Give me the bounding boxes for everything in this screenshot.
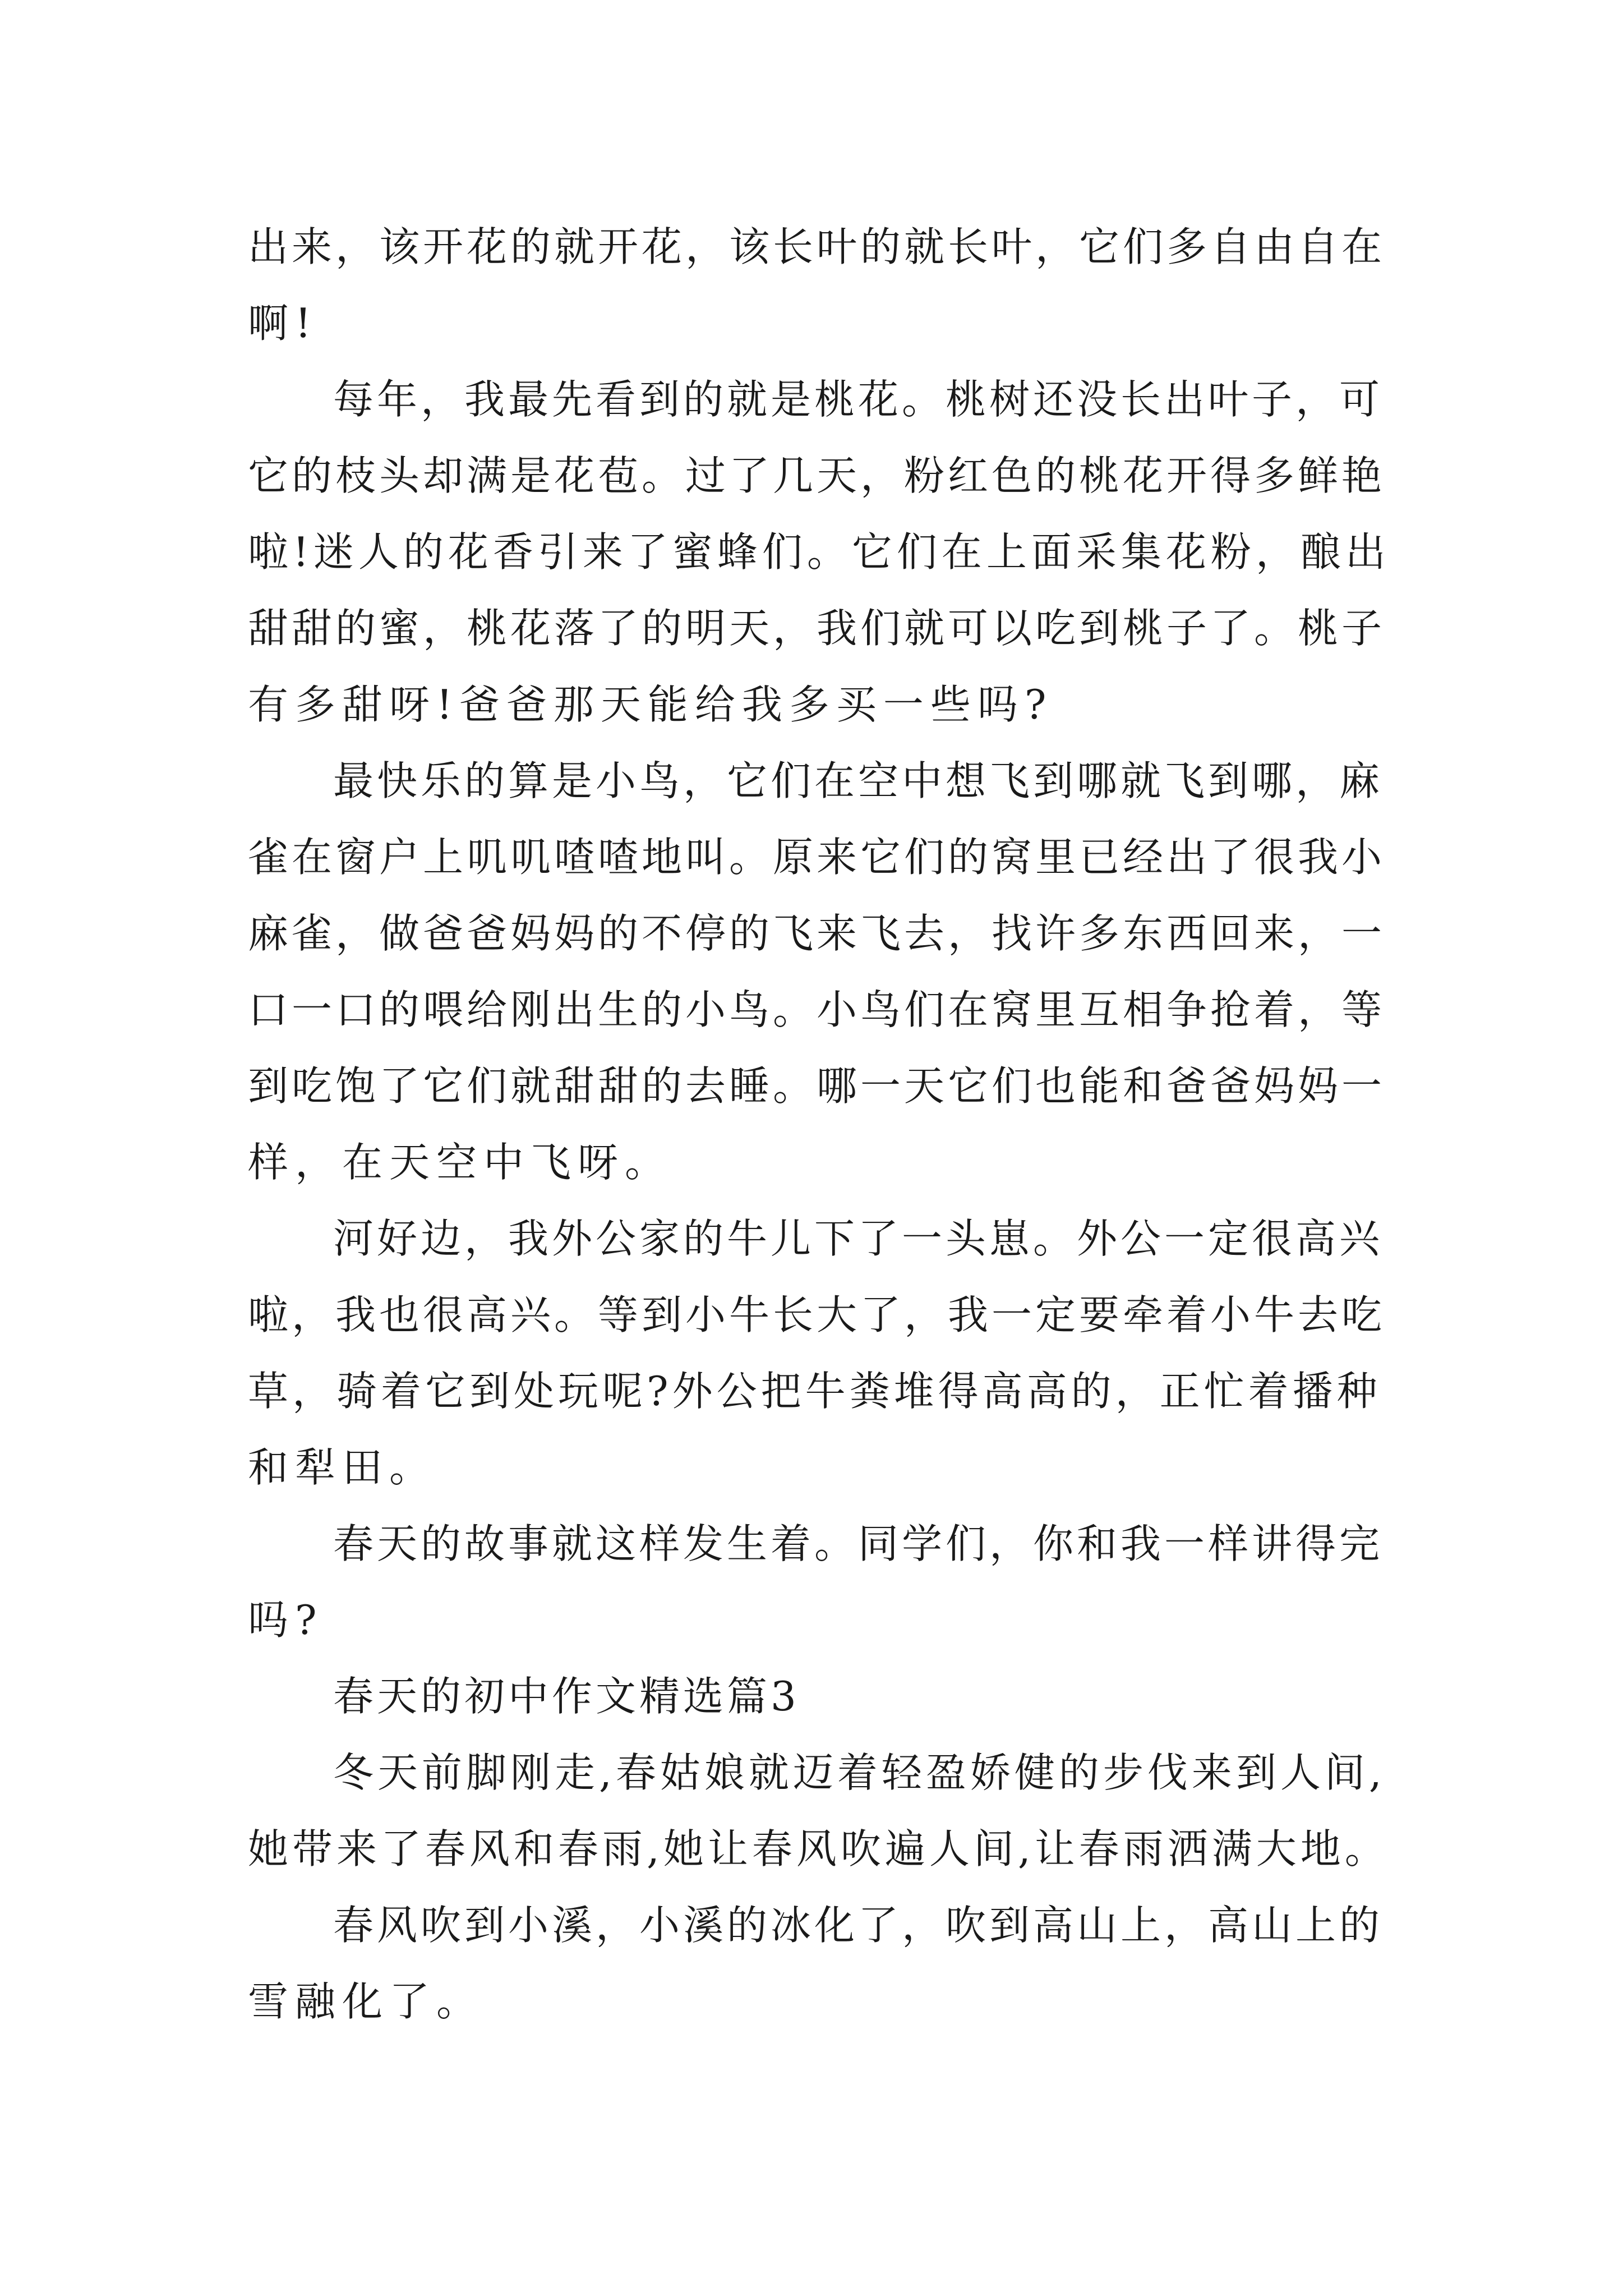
text-line: 雪融化了。 xyxy=(248,1978,484,2025)
text-line: 甜甜的蜜，桃花落了的明天，我们就可以吃到桃子了。桃子 xyxy=(248,605,1386,652)
text-line: 草，骑着它到处玩呢?外公把牛粪堆得高高的，正忙着播种 xyxy=(248,1368,1381,1415)
paragraph-spring-story xyxy=(248,1506,1392,1658)
paragraph-continuation xyxy=(248,209,1392,361)
text-line: 春风吹到小溪，小溪的冰化了，吹到高山上，高山上的 xyxy=(333,1902,1384,1949)
text-line: 她带来了春风和春雨,她让春风吹遍人间,让春雨洒满大地。 xyxy=(248,1825,1389,1872)
text-line: 它的枝头却满是花苞。过了几天，粉红色的桃花开得多鲜艳 xyxy=(248,452,1386,499)
paragraph-spring-arrives xyxy=(248,1734,1392,1887)
text-line: 口一口的喂给刚出生的小鸟。小鸟们在窝里互相争抢着，等 xyxy=(248,986,1386,1033)
text-line: 吗? xyxy=(248,1596,324,1644)
text-line: 和犁田。 xyxy=(248,1444,437,1491)
text-line: 出来，该开花的就开花，该长叶的就长叶，它们多自由自在 xyxy=(248,223,1386,270)
text-line: 啊! xyxy=(248,300,318,347)
text-line: 样，在天空中飞呀。 xyxy=(248,1139,672,1186)
text-line: 每年，我最先看到的就是桃花。桃树还没长出叶子，可 xyxy=(333,376,1384,423)
text-line: 啦，我也很高兴。等到小牛长大了，我一定要牵着小牛去吃 xyxy=(248,1291,1386,1338)
paragraph-peach-blossom xyxy=(248,361,1392,743)
paragraph-calf xyxy=(248,1200,1392,1506)
text-line: 最快乐的算是小鸟，它们在空中想飞到哪就飞到哪，麻 xyxy=(333,757,1384,804)
text-line: 有多甜呀!爸爸那天能给我多买一些吗? xyxy=(248,681,1053,728)
document-body xyxy=(248,209,1392,2040)
paragraph-spring-wind xyxy=(248,1887,1392,2040)
text-line: 春天的故事就这样发生着。同学们，你和我一样讲得完 xyxy=(333,1520,1384,1567)
text-line: 河好边，我外公家的牛儿下了一头崽。外公一定很高兴 xyxy=(333,1215,1384,1262)
section-title: 春天的初中作文精选篇3 xyxy=(333,1673,800,1720)
text-line: 麻雀，做爸爸妈妈的不停的飞来飞去，找许多东西回来，一 xyxy=(248,910,1386,957)
text-line: 到吃饱了它们就甜甜的去睡。哪一天它们也能和爸爸妈妈一 xyxy=(248,1062,1386,1110)
text-line: 冬天前脚刚走,春姑娘就迈着轻盈娇健的步伐来到人间, xyxy=(333,1749,1386,1796)
text-line: 雀在窗户上叽叽喳喳地叫。原来它们的窝里已经出了很我小 xyxy=(248,834,1386,881)
paragraph-birds xyxy=(248,743,1392,1200)
text-line: 啦!迷人的花香引来了蜜蜂们。它们在上面采集花粉，酿出 xyxy=(248,528,1390,576)
